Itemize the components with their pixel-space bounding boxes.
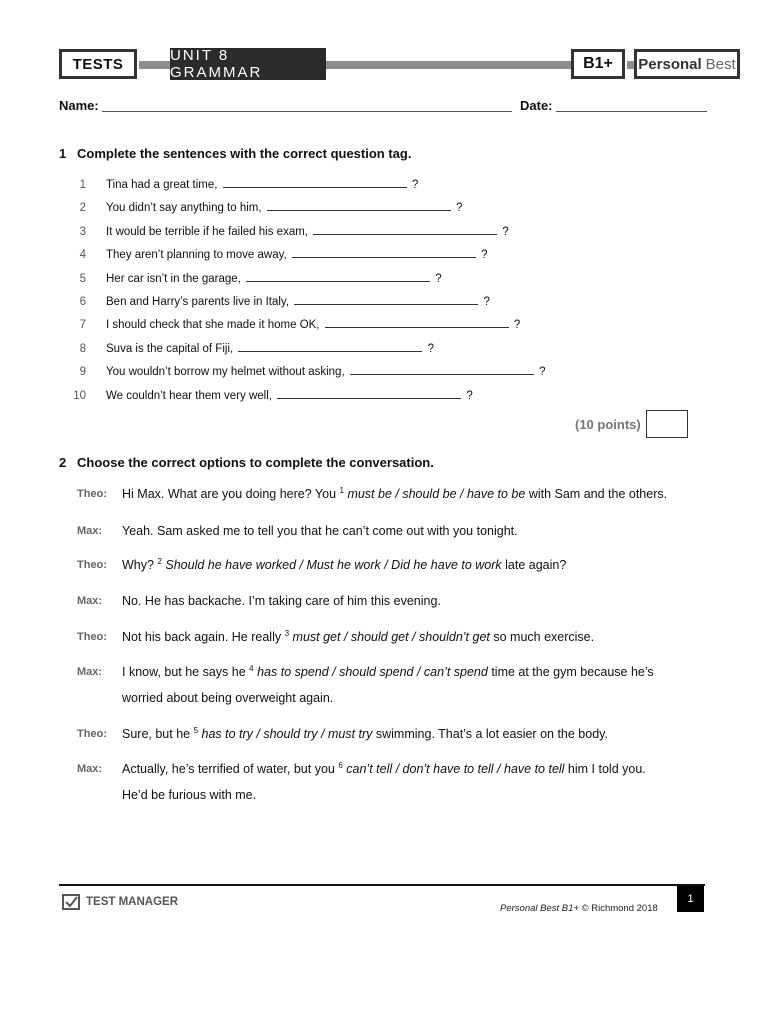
line-text: Actually, he’s terrified of water, but you — [122, 762, 339, 776]
exercise2-heading — [59, 455, 434, 470]
brand-logo — [634, 49, 740, 79]
exercise2-instruction: Choose the correct options to complete the conversation. — [77, 455, 434, 470]
exercise1-item — [60, 199, 462, 217]
item-text: We couldn’t hear them very well, — [106, 389, 272, 402]
item-number: 7 — [79, 319, 86, 332]
item-number: 1 — [79, 179, 86, 191]
item-text: You wouldn’t borrow my helmet without asking, — [106, 366, 345, 379]
date-label: Date: — [520, 98, 553, 113]
question-mark: ? — [539, 366, 546, 379]
item-text: Tina had a great time, — [106, 179, 218, 191]
brand-part1: Personal — [638, 55, 702, 73]
item-number: 10 — [73, 389, 86, 402]
line-text: I know, but he says he — [122, 665, 250, 679]
line-text: Not his back again. He really — [122, 630, 285, 644]
test-manager-label: TEST MANAGER — [86, 896, 178, 908]
answer-blank[interactable] — [294, 293, 478, 305]
question-mark: ? — [455, 202, 463, 215]
item-text: They aren’t planning to move away, — [106, 249, 287, 262]
item-text: Ben and Harry’s parents live in Italy, — [106, 296, 290, 308]
speaker-label: Theo: — [77, 559, 107, 571]
exercise1-item — [60, 387, 473, 405]
exercise1-item — [60, 270, 442, 288]
brand-part2: Best — [705, 55, 736, 73]
page-number: 1 — [677, 886, 704, 912]
line-continuation: worried about being overweight again. — [122, 691, 334, 705]
answer-options[interactable]: has to spend / should spend / can’t spend — [257, 665, 488, 679]
speaker-label: Max: — [77, 666, 103, 678]
question-mark: ? — [481, 249, 488, 262]
copyright — [500, 903, 658, 914]
line-continuation: He’d be furious with me. — [122, 788, 257, 802]
item-text: Her car isn’t in the garage, — [106, 272, 241, 285]
exercise1-points: (10 points) — [575, 417, 641, 432]
item-number: 6 — [79, 296, 86, 308]
line-text-end: time at the gym because he’s — [487, 665, 654, 679]
exercise1-instruction: Complete the sentences with the correct question tag. — [77, 146, 412, 161]
score-box[interactable] — [646, 410, 688, 438]
copyright-rest: © Richmond 2018 — [578, 903, 658, 914]
item-number: 8 — [79, 342, 86, 355]
item-number: 3 — [79, 225, 86, 238]
item-text: It would be terrible if he failed his exam, — [106, 225, 308, 238]
item-text: You didn’t say anything to him, — [106, 202, 262, 215]
line-text-end: so much exercise. — [489, 630, 595, 644]
line-text-end: swimming. That’s a lot easier on the body. — [372, 727, 608, 741]
exercise1-item — [60, 223, 509, 241]
line-text-end: with Sam and the others. — [525, 487, 668, 501]
speaker-label: Theo: — [77, 728, 107, 740]
item-text: I should check that she made it home OK, — [106, 319, 320, 332]
speaker-label: Max: — [77, 763, 103, 775]
speaker-label: Max: — [77, 595, 103, 607]
line-text-end: him I told you. — [564, 762, 646, 776]
answer-blank[interactable] — [292, 246, 476, 258]
exercise1-item — [60, 176, 418, 194]
gap-number: 6 — [338, 760, 343, 770]
name-field[interactable] — [102, 111, 512, 112]
answer-options[interactable]: has to try / should try / must try — [201, 727, 373, 741]
line-text: No. He has backache. I’m taking care of him this evening. — [122, 594, 441, 608]
line-text-end: late again? — [501, 558, 567, 572]
gap-number: 4 — [249, 663, 254, 673]
question-mark: ? — [502, 225, 509, 238]
unit-title: UNIT 8 GRAMMAR — [170, 48, 326, 80]
line-text: Sure, but he — [122, 727, 194, 741]
exercise1-item — [60, 293, 490, 311]
test-manager-logo — [62, 894, 178, 910]
item-number: 2 — [79, 202, 86, 215]
exercise1-item — [60, 363, 545, 381]
answer-blank[interactable] — [223, 176, 407, 188]
answer-blank[interactable] — [246, 270, 430, 282]
name-label: Name: — [59, 98, 99, 113]
tests-label: TESTS — [59, 49, 137, 79]
question-mark: ? — [411, 179, 419, 191]
speaker-label: Theo: — [77, 488, 107, 500]
answer-blank[interactable] — [313, 223, 497, 235]
item-number: 4 — [79, 249, 86, 262]
line-text: Why? — [122, 558, 158, 572]
item-number: 9 — [79, 366, 86, 379]
footer-divider — [59, 884, 705, 886]
gap-number: 5 — [193, 725, 199, 735]
answer-options[interactable]: Should he have worked / Must he work / Did he have to work — [165, 558, 502, 572]
date-field[interactable] — [556, 111, 707, 112]
answer-blank[interactable] — [238, 340, 422, 352]
speaker-label: Theo: — [77, 631, 107, 643]
copyright-title: Personal Best B1+ — [500, 903, 579, 914]
exercise1-item — [60, 246, 488, 264]
question-mark: ? — [435, 272, 442, 285]
line-text: Yeah. Sam asked me to tell you that he can’t come out with you tonight. — [122, 524, 518, 538]
question-mark: ? — [466, 389, 473, 402]
exercise1-number: 1 — [59, 146, 67, 161]
gap-number: 2 — [157, 556, 162, 566]
test-manager-icon — [62, 894, 80, 910]
question-mark: ? — [513, 319, 521, 332]
level-badge: B1+ — [571, 49, 625, 79]
question-mark: ? — [483, 296, 490, 308]
answer-blank[interactable] — [267, 199, 451, 211]
gap-number: 1 — [339, 485, 344, 495]
item-text: Suva is the capital of Fiji, — [106, 342, 234, 355]
question-mark: ? — [427, 342, 435, 355]
item-number: 5 — [79, 272, 86, 285]
answer-options[interactable]: can’t tell / don’t have to tell / have to tell — [346, 762, 565, 776]
answer-blank[interactable] — [277, 387, 461, 399]
exercise1-item — [60, 340, 434, 358]
gap-number: 3 — [284, 628, 290, 638]
answer-options[interactable]: must be / should be / have to be — [347, 487, 526, 501]
exercise1-heading — [59, 146, 411, 161]
answer-options[interactable]: must get / should get / shouldn’t get — [292, 630, 490, 644]
speaker-label: Max: — [77, 525, 103, 537]
line-text: Hi Max. What are you doing here? You — [122, 487, 340, 501]
answer-blank[interactable] — [325, 316, 509, 328]
answer-blank[interactable] — [350, 363, 534, 375]
exercise1-item — [60, 316, 520, 334]
exercise2-number: 2 — [59, 455, 67, 470]
